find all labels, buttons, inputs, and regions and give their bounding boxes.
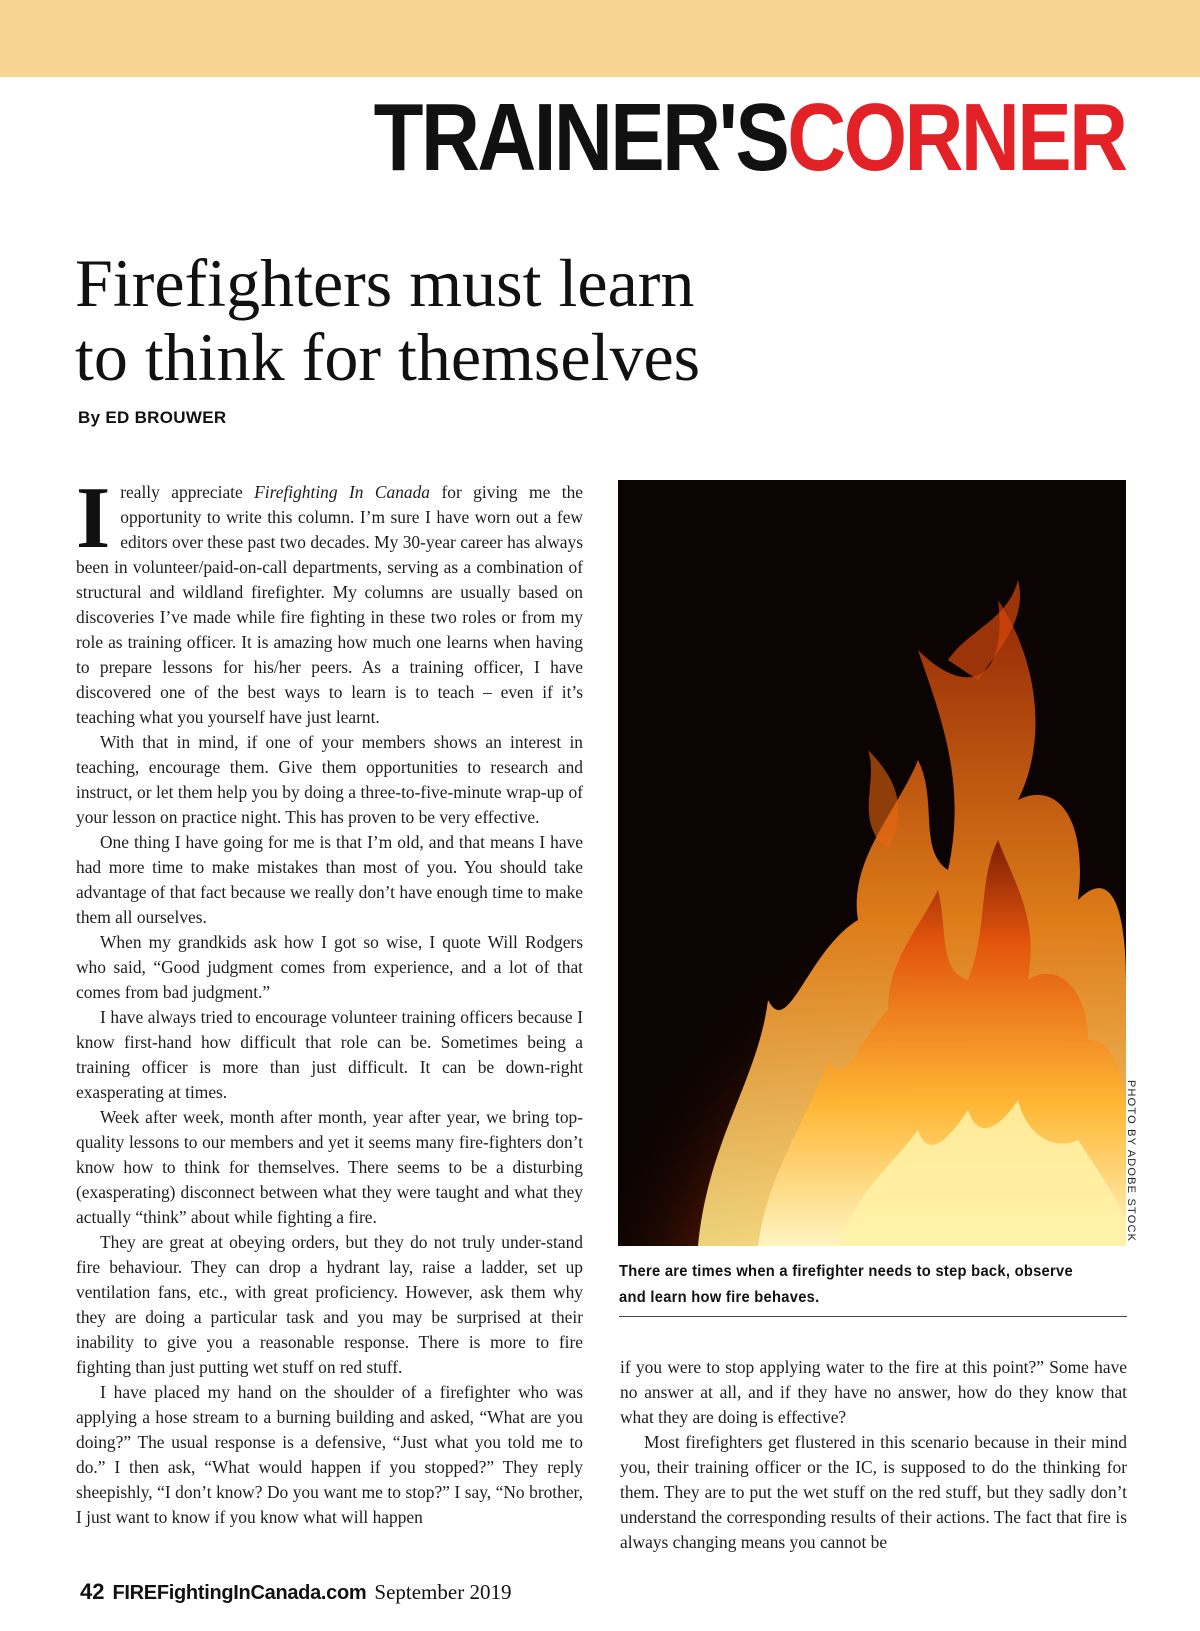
paragraph-8: I have placed my hand on the shoulder of a firefighter who was applying a hose stream to a burning building and asked, “What are you doing?” The usual response is a defensive, “Just what you told me to do.” I then ask, “What would happen if you stopped?” They reply sheepishly, “I don’t know? Do you want me to stop?” I say, “No brother, I just want to know if you know what will happen bbox=[76, 1382, 583, 1527]
photo-credit: PHOTO BY ADOBE STOCK bbox=[1125, 1080, 1137, 1243]
caption-divider bbox=[619, 1316, 1127, 1317]
photo-caption: There are times when a firefighter needs to step back, observe and learn how fire behaves. bbox=[619, 1263, 1073, 1306]
fire-photo bbox=[618, 480, 1126, 1246]
section-heading-word1: TRAINER'S bbox=[374, 84, 788, 191]
paragraph-2: With that in mind, if one of your members shows an interest in teaching, encourage them. Give them opportunities to research and instruct, or let them help you by doing a three-to-five-minute wrap-up of your lesson on practice night. This has proven to be very effective. bbox=[76, 732, 583, 827]
paragraph-5: I have always tried to encourage volunteer training officers because I know first-hand how difficult that role can be. Sometimes being a training officer is more than just difficult. It can be down-right exasperating at times. bbox=[76, 1007, 583, 1102]
headline-line1: Firefighters must learn bbox=[75, 245, 695, 321]
paragraph-1: Ireally appreciate Firefighting In Canada for giving me the opportunity to write this column. I’m sure I have worn out a few editors over these past two decades. My 30-year career has always been in volunteer/paid-on-call departments, serving as a combination of structural and wildland firefighter. My columns are usually based on discoveries I’ve made while fire fighting in these two roles or from my role as training officer. It is amazing how much one learns when having to prepare lessons for his/her peers. As a training officer, I have discovered one of the best ways to learn is to teach – even if it’s teaching what you yourself have just learnt. bbox=[76, 470, 583, 727]
section-heading bbox=[374, 84, 1126, 191]
fire-illustration bbox=[618, 480, 1126, 1246]
page-number: 42 bbox=[80, 1579, 105, 1604]
page-footer bbox=[80, 1578, 511, 1607]
paragraph-9: if you were to stop applying water to the fire at this point?” Some have no answer at all, and if they have no answer, how do they know that what they are doing is effective? bbox=[620, 1357, 1127, 1427]
paragraph-3: One thing I have going for me is that I’m old, and that means I have had more time to make mistakes than most of you. You should take advantage of that fact because we really don’t have enough time to make them all ourselves. bbox=[76, 832, 583, 927]
section-heading-word2: CORNER bbox=[787, 84, 1126, 191]
article-headline bbox=[75, 246, 875, 394]
drop-cap: I bbox=[76, 470, 111, 567]
body-column-left bbox=[76, 470, 583, 1530]
paragraph-6: Week after week, month after month, year after year, we bring top-quality lessons to our members and yet it seems many fire-fighters don’t know how to think for themselves. There seems to be a disturbing (exasperating) disconnect between what they were taught and what they actually “think” about while fighting a fire. bbox=[76, 1107, 583, 1227]
magazine-name: Firefighting In Canada bbox=[254, 482, 431, 502]
paragraph-10: Most firefighters get flustered in this scenario because in their mind you, their training officer or the IC, is supposed to do the thinking for them. They are to put the wet stuff on the red stuff, but they sadly don’t understand the corresponding results of their actions. The fact that fire is always changing means you cannot be bbox=[620, 1432, 1127, 1552]
paragraph-7: They are great at obeying orders, but they do not truly under-stand fire behaviour. They can drop a hydrant lay, raise a ladder, set up ventilation fans, etc., with great proficiency. However, ask them why they are doing a particular task and you may be surprised at their inability to give you a reasonable response. There is more to fire fighting than just putting wet stuff on red stuff. bbox=[76, 1232, 583, 1377]
footer-site: FIREFightingInCanada.com bbox=[112, 1582, 367, 1604]
top-color-band bbox=[0, 0, 1200, 77]
body-column-right bbox=[620, 1355, 1127, 1555]
byline: By ED BROUWER bbox=[78, 408, 227, 427]
issue-date: September 2019 bbox=[374, 1580, 512, 1604]
headline-line2: to think for themselves bbox=[75, 319, 701, 395]
paragraph-4: When my grandkids ask how I got so wise, I quote Will Rodgers who said, “Good judgment comes from experience, and a lot of that comes from bad judgment.” bbox=[76, 932, 583, 1002]
